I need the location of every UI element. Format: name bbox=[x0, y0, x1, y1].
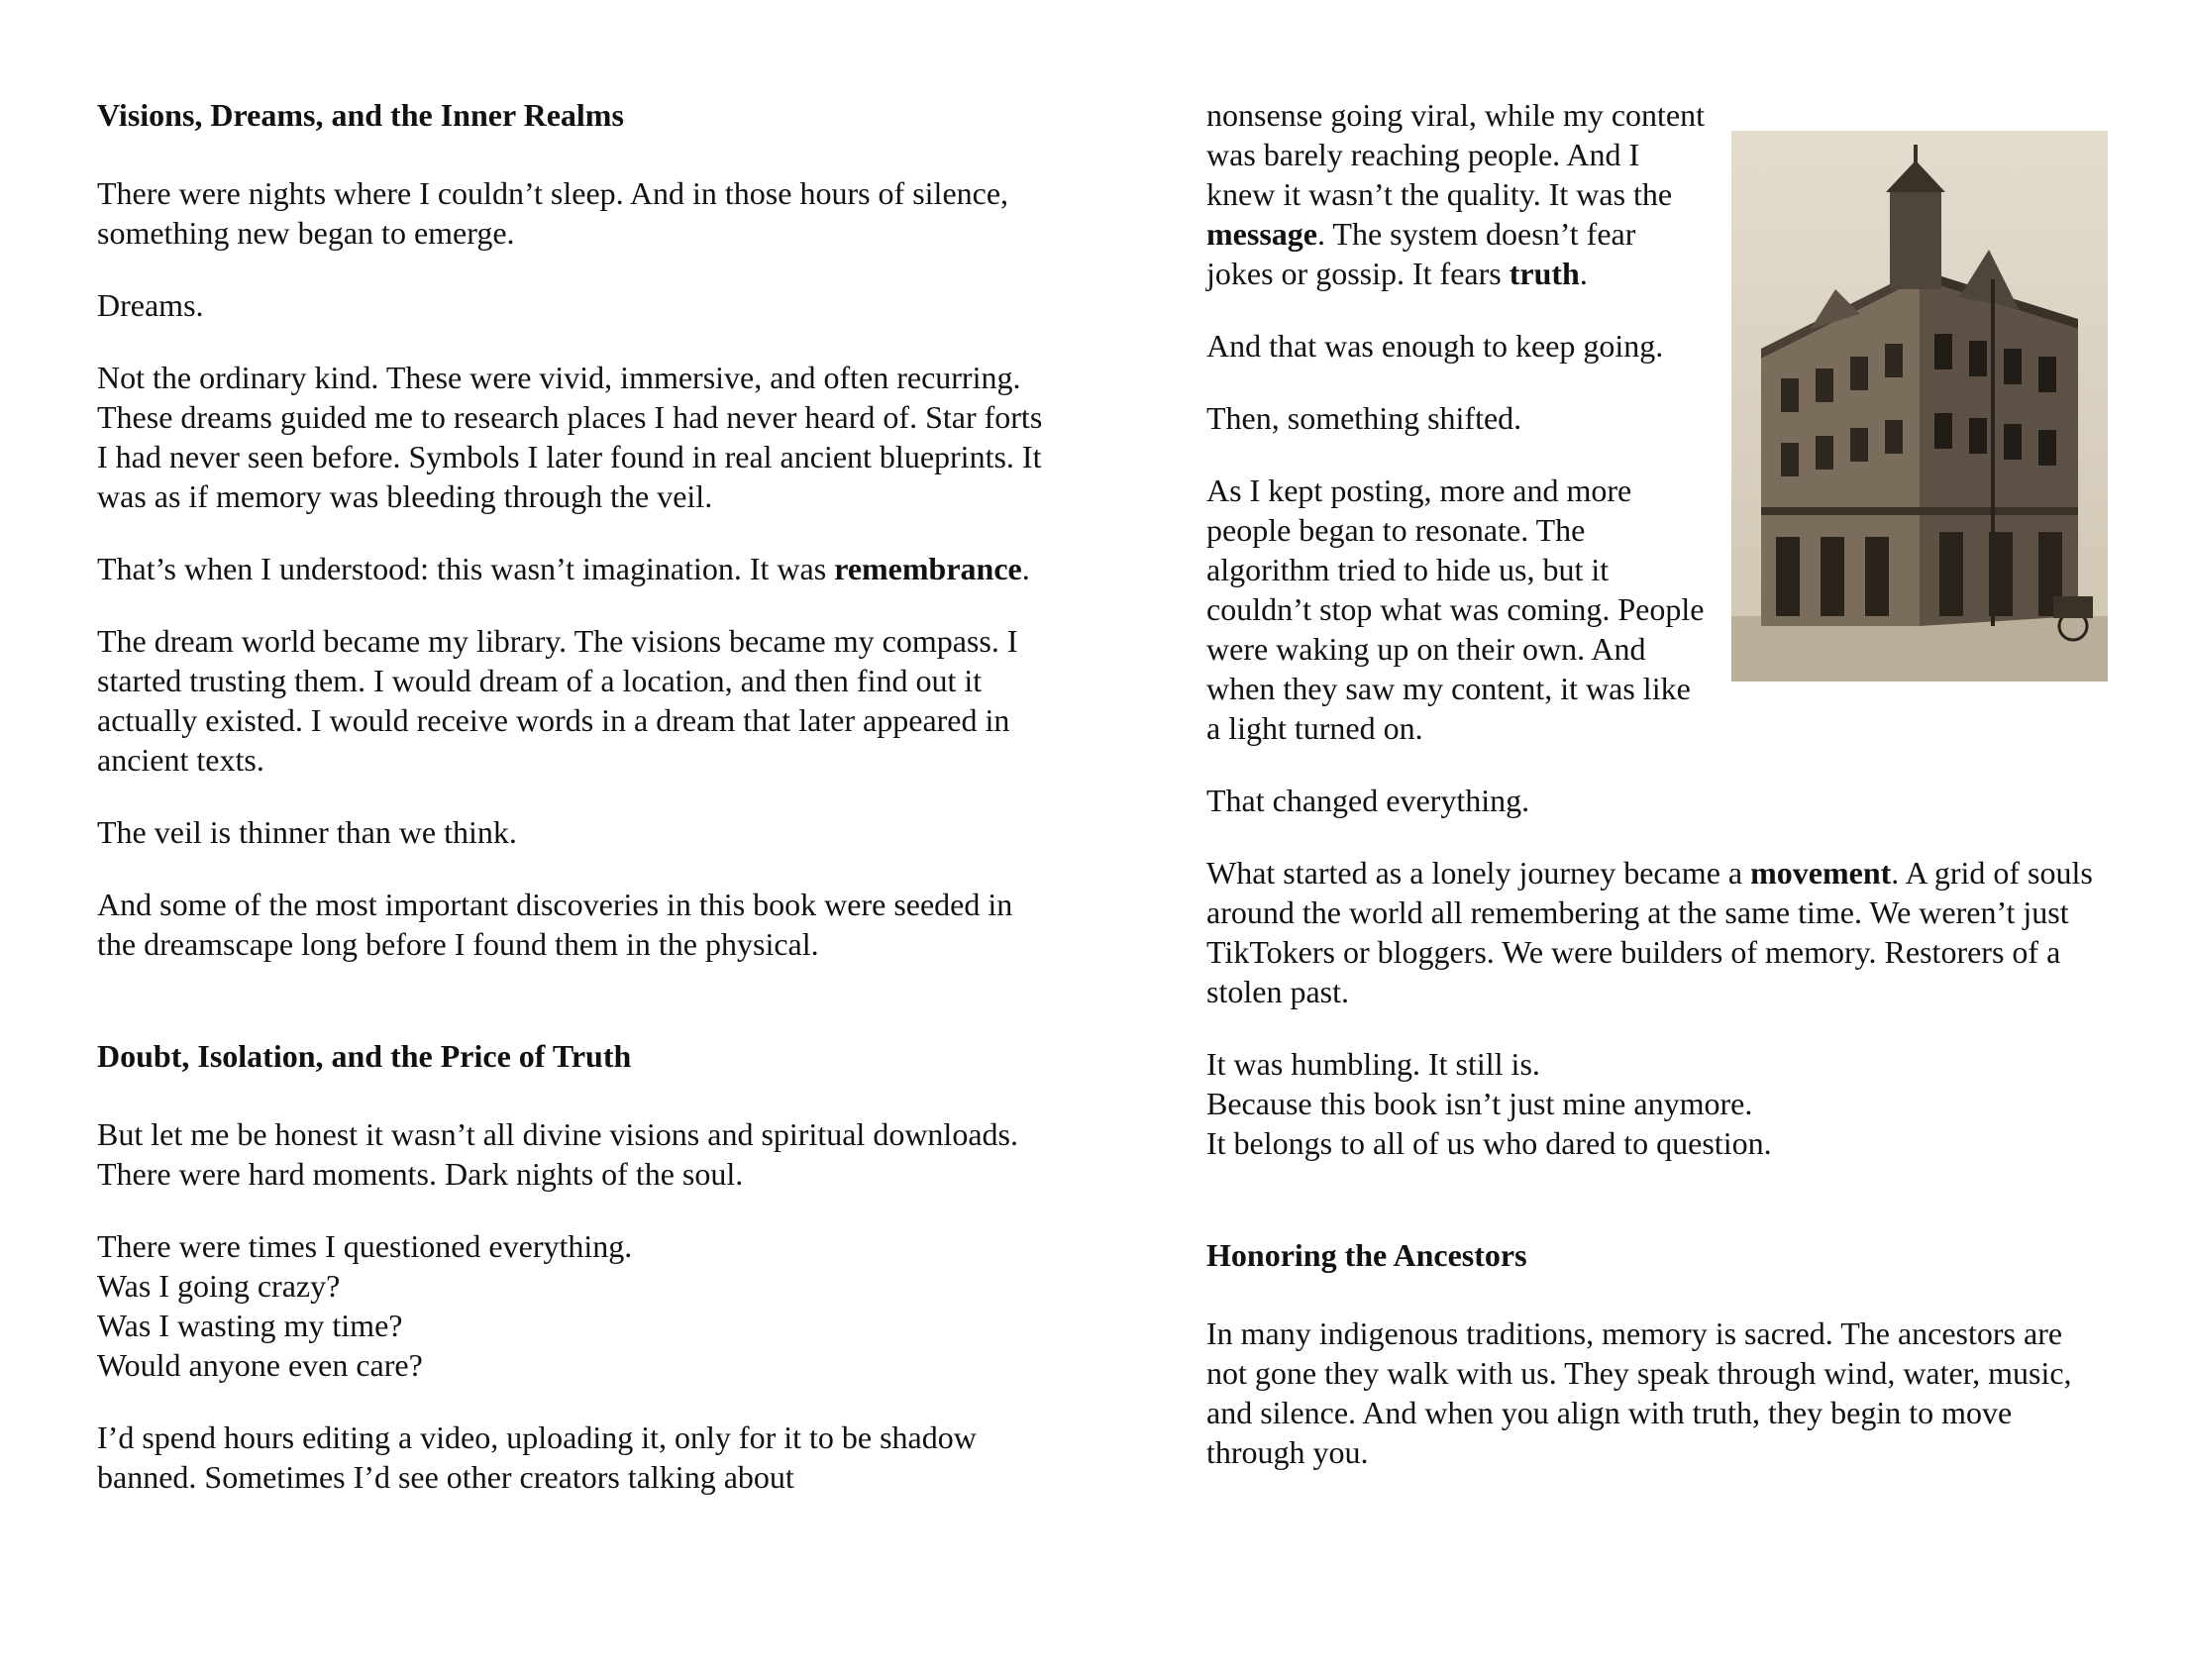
text-run: What started as a lonely journey became a bbox=[1206, 855, 1751, 891]
left-page bbox=[97, 95, 1048, 1529]
paragraph bbox=[97, 549, 1048, 588]
building-image bbox=[1731, 131, 2108, 682]
text-line: It was humbling. It still is. bbox=[1206, 1046, 1540, 1082]
text-run: . bbox=[1579, 256, 1588, 291]
paragraph bbox=[1206, 853, 2108, 1011]
paragraph: The veil is thinner than we think. bbox=[97, 814, 517, 850]
right-page bbox=[1206, 95, 2108, 1505]
text-run: nonsense going viral, while my content was barely reaching people. And I knew it wasn’t the quality. It was the bbox=[1206, 97, 1706, 212]
text-line: Was I wasting my time? bbox=[97, 1308, 403, 1343]
paragraph: There were nights where I couldn’t sleep. And in those hours of silence, something new began to emerge. bbox=[97, 175, 1009, 251]
text-run: . A grid of souls around the world all remembering at the same time. We weren’t just TikTokers or bloggers. We were builders of memory. Restorers of a stolen past. bbox=[1206, 855, 2093, 1009]
paragraph: That changed everything. bbox=[1206, 783, 1530, 818]
bold-term: remembrance bbox=[834, 551, 1022, 586]
bold-term: movement bbox=[1750, 855, 1892, 891]
paragraph: Then, something shifted. bbox=[1206, 400, 1522, 436]
text-line: Was I going crazy? bbox=[97, 1268, 341, 1304]
paragraph: I’d spend hours editing a video, uploading it, only for it to be shadow banned. Sometimes I’d see other creators talking about bbox=[97, 1419, 977, 1495]
section-heading: Doubt, Isolation, and the Price of Truth bbox=[97, 1038, 632, 1074]
text-line: It belongs to all of us who dared to question. bbox=[1206, 1125, 1772, 1161]
paragraph-lines bbox=[1206, 1044, 2108, 1163]
paragraph: But let me be honest it wasn’t all divine visions and spiritual downloads. There were hard moments. Dark nights of the soul. bbox=[97, 1116, 1018, 1192]
section-gap bbox=[97, 997, 1048, 1036]
paragraph: And that was enough to keep going. bbox=[1206, 328, 1664, 364]
text-line: There were times I questioned everything. bbox=[97, 1228, 633, 1264]
bold-term: message bbox=[1206, 216, 1317, 252]
text-line: Would anyone even care? bbox=[97, 1347, 423, 1383]
text-run: That’s when I understood: this wasn’t imagination. It was bbox=[97, 551, 835, 586]
paragraph: Not the ordinary kind. These were vivid, immersive, and often recurring. These dreams guided me to research places I had never heard of. Star forts I had never seen before. Symbols I later found in real ancient blueprints. It was as if memory was bleeding through the veil. bbox=[97, 360, 1043, 514]
paragraph: And some of the most important discoveries in this book were seeded in the dreamscape long before I found them in the physical. bbox=[97, 887, 1013, 962]
paragraph: As I kept posting, more and more people began to resonate. The algorithm tried to hide us, but it couldn’t stop what was coming. People were waking up on their own. And when they saw my content, it was like a light turned on. bbox=[1206, 472, 1705, 746]
text-run: . The system doesn’t fear jokes or gossip. It fears bbox=[1206, 216, 1636, 291]
historic-building-photo bbox=[1731, 131, 2108, 682]
section-heading: Honoring the Ancestors bbox=[1206, 1237, 1527, 1273]
paragraph: Dreams. bbox=[97, 287, 204, 323]
paragraph: In many indigenous traditions, memory is sacred. The ancestors are not gone they walk with us. They speak through wind, water, music, and silence. And when you align with truth, they begin to move through you. bbox=[1206, 1315, 2072, 1470]
section-heading: Visions, Dreams, and the Inner Realms bbox=[97, 97, 624, 133]
text-line: Because this book isn’t just mine anymore. bbox=[1206, 1086, 1753, 1121]
bold-term: truth bbox=[1509, 256, 1580, 291]
text-run: . bbox=[1021, 551, 1030, 586]
paragraph-lines bbox=[97, 1226, 1048, 1385]
section-gap bbox=[1206, 1196, 2108, 1235]
paragraph: The dream world became my library. The visions became my compass. I started trusting them. I would dream of a location, and then find out it actually existed. I would receive words in a dream that later appeared in ancient texts. bbox=[97, 623, 1018, 778]
